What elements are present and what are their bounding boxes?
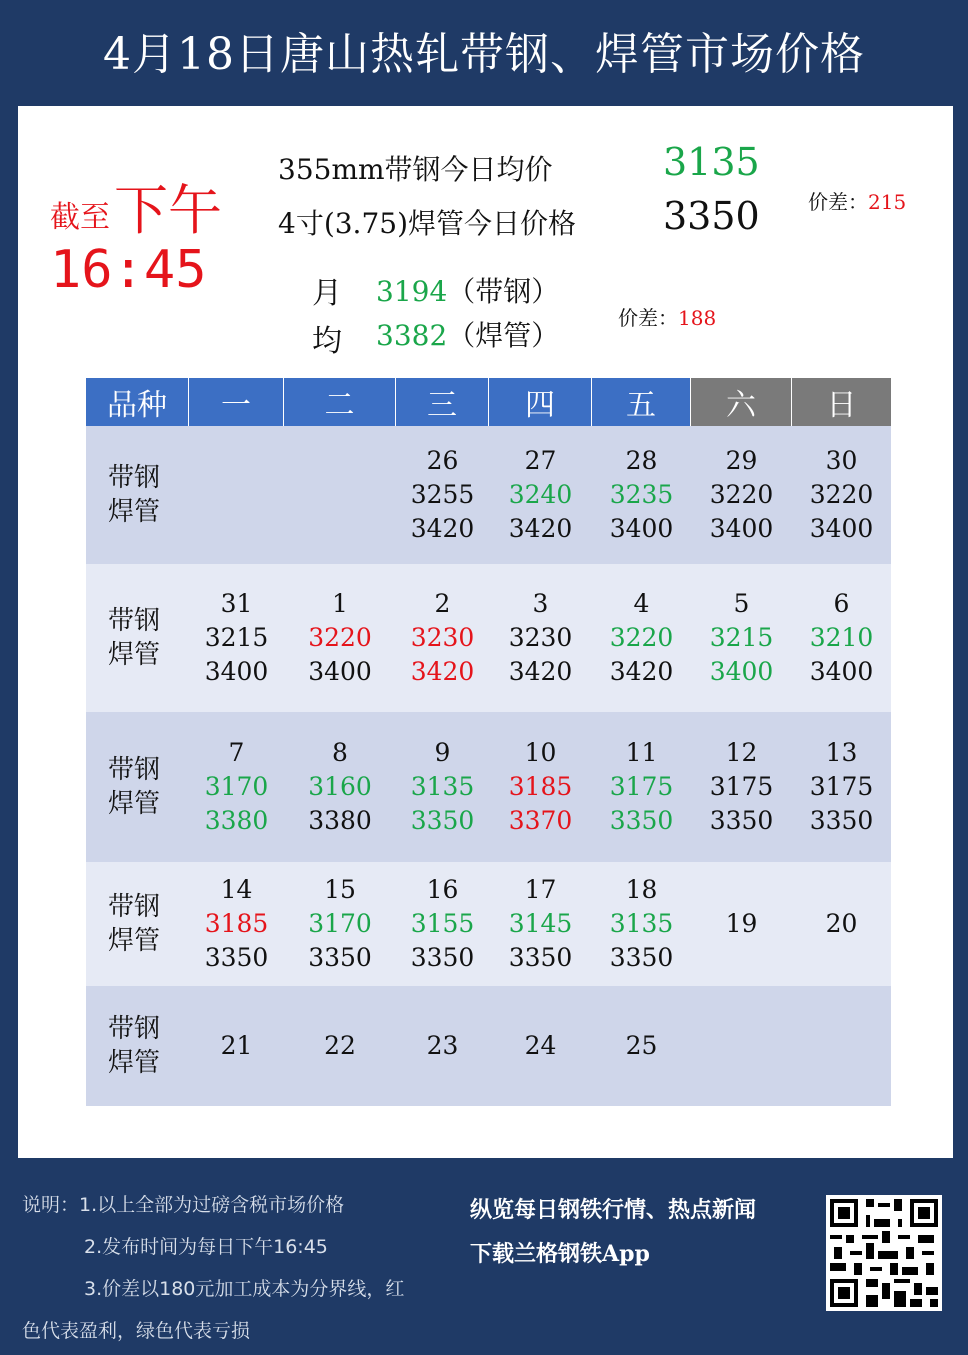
monthly-strip: [376, 270, 559, 310]
day-cell: [396, 1029, 489, 1063]
strip-price: 3215: [709, 623, 774, 652]
strip-price: 3160: [308, 772, 372, 801]
day-cell: [396, 444, 489, 546]
note-line-3: 3.价差以180元加工成本为分界线，红: [84, 1278, 405, 1300]
day-cell: [489, 736, 592, 838]
time-prefix: 截至: [50, 200, 110, 235]
day-cell: [284, 1029, 396, 1063]
day-number: 30: [825, 446, 858, 475]
day-number: 10: [524, 738, 557, 767]
day-cell: [592, 444, 691, 546]
pipe-today-price: 3350: [663, 194, 760, 238]
week-row: [86, 986, 891, 1106]
strip-price: 3230: [508, 623, 573, 652]
strip-price: 3220: [709, 480, 774, 509]
day-cell: [792, 907, 891, 941]
strip-price: 3175: [709, 772, 774, 801]
day-cell: [396, 587, 489, 689]
pipe-price: 3350: [709, 806, 774, 835]
monthly-strip-price: 3194: [376, 275, 448, 308]
today-diff-value: 215: [868, 190, 907, 214]
page-title: 4月18日唐山热轧带钢、焊管市场价格: [103, 29, 865, 80]
day-number: 24: [524, 1031, 557, 1060]
day-number: 25: [625, 1031, 658, 1060]
day-number: 31: [220, 589, 253, 618]
strip-price: 3175: [609, 772, 674, 801]
app-promo: [470, 1188, 756, 1276]
day-number: 14: [220, 875, 253, 904]
day-cell: [792, 736, 891, 838]
day-cell: [691, 444, 792, 546]
day-number: 26: [426, 446, 459, 475]
pipe-price: 3420: [609, 657, 674, 686]
strip-price: 3220: [609, 623, 674, 652]
row-label-strip: 带钢: [108, 892, 161, 922]
day-cell: [489, 587, 592, 689]
monthly-pipe-price: 3382: [376, 319, 448, 352]
day-cell: [489, 873, 592, 975]
strip-today-label: 355mm带钢今日均价: [278, 153, 553, 186]
row-label: [86, 890, 189, 958]
week-row: [86, 712, 891, 862]
pipe-price: 3420: [410, 514, 475, 543]
pipe-price: 3400: [809, 657, 874, 686]
strip-price: 3185: [508, 772, 573, 801]
day-cell: [592, 587, 691, 689]
day-number: 12: [725, 738, 758, 767]
strip-price: 3135: [410, 772, 475, 801]
price-calendar: [86, 378, 891, 1106]
week-row: [86, 862, 891, 986]
note-line-4: 色代表盈利，绿色代表亏损: [22, 1320, 251, 1342]
monthly-pipe-name: （焊管）: [447, 319, 560, 352]
monthly-diff-value: 188: [678, 306, 717, 330]
pipe-price: 3380: [204, 806, 269, 835]
strip-price: 3135: [609, 909, 674, 938]
row-label-strip: 带钢: [108, 1014, 161, 1044]
day-number: 18: [625, 875, 658, 904]
monthly-pipe: [376, 314, 559, 354]
day-cell: [396, 736, 489, 838]
row-label: [86, 753, 189, 821]
row-label-strip: 带钢: [108, 606, 161, 636]
day-cell: [284, 587, 396, 689]
strip-price: 3230: [410, 623, 475, 652]
header-sat: 六: [691, 378, 792, 426]
pipe-price: 3380: [308, 806, 372, 835]
row-label-strip: 带钢: [108, 755, 161, 785]
week-row: [86, 564, 891, 712]
row-label-pipe: 焊管: [108, 1048, 161, 1078]
strip-price: 3185: [204, 909, 269, 938]
time-period: 下午: [114, 179, 222, 242]
pipe-price: 3400: [204, 657, 269, 686]
today-diff-label: 价差：: [808, 190, 868, 214]
day-number: 15: [324, 875, 356, 904]
pipe-price: 3350: [809, 806, 874, 835]
pipe-price: 3400: [709, 514, 774, 543]
day-cell: [592, 736, 691, 838]
day-cell: [396, 873, 489, 975]
row-label-pipe: 焊管: [108, 497, 161, 527]
row-label: [86, 461, 189, 529]
day-cell: [592, 1029, 691, 1063]
header-wed: 三: [396, 378, 489, 426]
day-number: 20: [825, 909, 858, 938]
header-tue: 二: [284, 378, 396, 426]
pipe-price: 3350: [410, 806, 475, 835]
note-line-1: 说明：1.以上全部为过磅含税市场价格: [22, 1194, 345, 1216]
day-cell: [284, 736, 396, 838]
week-row: [86, 426, 891, 564]
strip-price: 3155: [410, 909, 475, 938]
footer-notes: [22, 1184, 404, 1352]
row-label-pipe: 焊管: [108, 640, 161, 670]
pipe-price: 3400: [609, 514, 674, 543]
time-value: 16:45: [50, 240, 207, 300]
day-cell: [189, 873, 284, 975]
monthly-label-top: 月: [312, 276, 342, 311]
strip-price: 3220: [308, 623, 372, 652]
header-mon: 一: [189, 378, 284, 426]
today-diff: [808, 186, 906, 215]
day-cell: [792, 587, 891, 689]
day-cell: [691, 587, 792, 689]
day-number: 9: [434, 738, 451, 767]
pipe-price: 3400: [709, 657, 774, 686]
monthly-strip-name: （带钢）: [447, 275, 560, 308]
pipe-price: 3400: [809, 514, 874, 543]
row-label-pipe: 焊管: [108, 926, 161, 956]
day-cell: [691, 907, 792, 941]
header-sun: 日: [792, 378, 891, 426]
strip-price: 3215: [204, 623, 269, 652]
pipe-price: 3350: [609, 806, 674, 835]
strip-price: 3235: [609, 480, 674, 509]
day-cell: [691, 736, 792, 838]
note-line-2: 2.发布时间为每日下午16:45: [84, 1236, 328, 1258]
price-panel: [18, 106, 953, 1158]
strip-price: 3255: [410, 480, 475, 509]
day-cell: [189, 587, 284, 689]
day-number: 17: [524, 875, 557, 904]
day-cell: [284, 873, 396, 975]
day-number: 1: [332, 589, 348, 618]
day-cell: [592, 873, 691, 975]
pipe-price: 3370: [508, 806, 573, 835]
day-number: 19: [725, 909, 758, 938]
day-number: 23: [426, 1031, 459, 1060]
day-number: 11: [625, 738, 658, 767]
day-number: 29: [725, 446, 758, 475]
day-number: 6: [833, 589, 850, 618]
qr-code-graphic: [826, 1195, 942, 1311]
day-number: 7: [228, 738, 245, 767]
monthly-diff: [618, 302, 716, 331]
strip-today-price: 3135: [663, 140, 760, 184]
header-variety: 品种: [86, 378, 189, 426]
day-cell: [189, 1029, 284, 1063]
pipe-price: 3400: [308, 657, 372, 686]
promo-line-1: 纵览每日钢铁行情、热点新闻: [470, 1197, 757, 1223]
day-cell: [489, 444, 592, 546]
strip-price: 3145: [508, 909, 573, 938]
monthly-label-bottom: 均: [312, 324, 342, 359]
day-cell: [792, 444, 891, 546]
row-label-pipe: 焊管: [108, 789, 161, 819]
monthly-diff-label: 价差：: [618, 306, 678, 330]
header-thu: 四: [489, 378, 592, 426]
pipe-price: 3420: [508, 514, 573, 543]
strip-price: 3210: [809, 623, 874, 652]
pipe-price: 3350: [609, 943, 674, 972]
qr-code-icon[interactable]: [826, 1195, 942, 1311]
pipe-price: 3420: [508, 657, 573, 686]
day-cell: [489, 1029, 592, 1063]
promo-line-2: 下载兰格钢铁App: [470, 1241, 650, 1267]
strip-price: 3220: [809, 480, 874, 509]
day-number: 27: [524, 446, 557, 475]
strip-price: 3170: [308, 909, 372, 938]
day-number: 2: [434, 589, 451, 618]
row-label: [86, 604, 189, 672]
strip-price: 3170: [204, 772, 269, 801]
day-number: 21: [220, 1031, 253, 1060]
day-number: 5: [733, 589, 750, 618]
pipe-price: 3350: [508, 943, 573, 972]
pipe-price: 3350: [308, 943, 372, 972]
pipe-price: 3350: [410, 943, 475, 972]
day-number: 8: [332, 738, 348, 767]
row-label: [86, 1012, 189, 1080]
strip-price: 3175: [809, 772, 874, 801]
strip-price: 3240: [508, 480, 573, 509]
day-number: 22: [324, 1031, 356, 1060]
pipe-price: 3420: [410, 657, 475, 686]
calendar-header: [86, 378, 891, 426]
day-number: 13: [825, 738, 858, 767]
day-cell: [189, 736, 284, 838]
row-label-strip: 带钢: [108, 463, 161, 493]
calendar-weeks: [86, 426, 891, 1106]
pipe-today-label: 4寸(3.75)焊管今日价格: [278, 207, 577, 240]
day-number: 4: [633, 589, 650, 618]
day-number: 28: [625, 446, 658, 475]
day-number: 3: [532, 589, 549, 618]
day-number: 16: [426, 875, 459, 904]
pipe-price: 3350: [204, 943, 269, 972]
header-fri: 五: [592, 378, 691, 426]
